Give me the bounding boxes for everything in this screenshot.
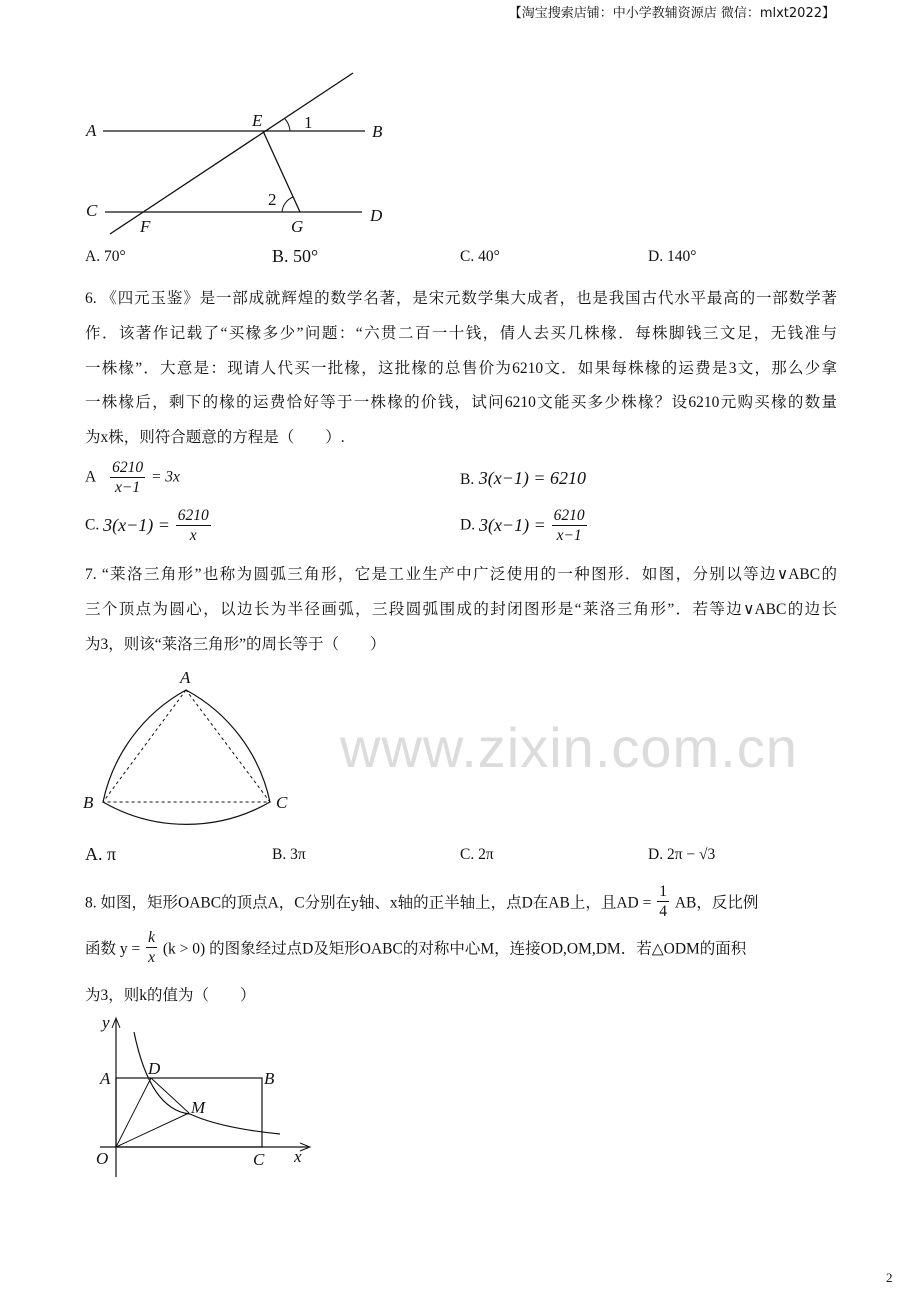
q6-text: 一株椽后，剩下的椽的运费恰好等于一株椽的价钱，试问6210文能买多少株椽？设6210元购买椽的数量: [85, 394, 837, 411]
q6-text: 为x株，则符合题意的方程是（ ）.: [85, 429, 345, 446]
q7-option-d[interactable]: D. 2π − √3: [648, 846, 716, 863]
label-y: y: [102, 1013, 110, 1032]
angle-1: 1: [304, 113, 313, 132]
q5-option-a[interactable]: A. 70°: [85, 248, 126, 265]
label-E: E: [252, 111, 263, 130]
label-F: F: [140, 217, 151, 236]
label-B: B: [264, 1069, 275, 1088]
coordinate-figure: [80, 1010, 330, 1190]
label-M: M: [191, 1098, 206, 1117]
label-D: D: [370, 206, 383, 225]
q6-option-c[interactable]: [85, 506, 213, 545]
q6-option-d[interactable]: [460, 506, 589, 545]
equation: 3(x−1) = 6210: [478, 468, 586, 488]
q6-text: 作．该著作记载了“买椽多少”问题：“六贯二百一十钱，倩人去买几株椽．每株脚钱三文足，无钱准与: [85, 325, 837, 342]
q5-option-b[interactable]: B. 50°: [272, 246, 319, 266]
label-G: G: [291, 217, 304, 236]
reuleaux-triangle-figure: [80, 665, 300, 825]
q5-option-d[interactable]: D. 140°: [648, 248, 697, 265]
q6-option-a[interactable]: [85, 458, 180, 497]
watermark: www.zixin.com.cn: [340, 716, 798, 779]
equation-rhs: = 3x: [150, 468, 180, 486]
q7-text: 三个顶点为圆心，以边长为半径画弧，三段圆弧围成的封闭图形是“莱洛三角形”．若等边∨ABC的边长: [85, 601, 837, 618]
fraction: $\frac{6210}{x-1}$: [112, 459, 144, 496]
q7-option-b[interactable]: B. 3π: [272, 846, 306, 863]
fraction: $\frac{6210}{x}$: [177, 507, 209, 544]
q8-text: 函数 y = $\frac{k}{x}$ (k > 0) 的图象经过点D及矩形OABC的对称中心M，连接OD,OM,DM．若△ODM的面积: [85, 929, 747, 966]
label-A: A: [100, 1069, 111, 1088]
option-label: C.: [85, 516, 100, 534]
q6-text: 一株椽”．大意是：现请人代买一批椽，这批椽的总售价为6210文．如果每株椽的运费是3文，那么少拿: [85, 360, 837, 377]
label-x: x: [294, 1147, 302, 1166]
label-A: A: [180, 668, 191, 687]
q7-option-a[interactable]: A. π: [85, 844, 117, 864]
page-header: 【淘宝搜索店铺：中小学教辅资源店 微信：mlxt2022】: [508, 6, 835, 21]
q7-text: 为3，则该“莱洛三角形”的周长等于（ ）: [85, 636, 386, 653]
label-B: B: [372, 122, 383, 141]
label-D: D: [148, 1059, 161, 1078]
q5-option-c[interactable]: C. 40°: [460, 248, 500, 265]
label-C: C: [86, 201, 98, 220]
parallel-lines-figure: [80, 60, 400, 250]
label-C: C: [253, 1150, 265, 1169]
label-C: C: [276, 793, 288, 812]
option-label: A: [85, 468, 97, 486]
fraction: $\frac{6210}{x-1}$: [553, 507, 585, 544]
q7-option-c[interactable]: C. 2π: [460, 846, 494, 863]
q7-text: 7. “莱洛三角形”也称为圆弧三角形，它是工业生产中广泛使用的一种图形．如图，分别以等边∨ABC的: [85, 566, 837, 583]
option-label: B.: [460, 471, 475, 488]
label-A: A: [86, 121, 97, 140]
label-B: B: [83, 793, 94, 812]
equation-lhs: 3(x−1) =: [478, 515, 546, 535]
angle-2: 2: [268, 190, 277, 209]
equation-lhs: 3(x−1) =: [103, 515, 170, 535]
q6-text: 6. 《四元玉鉴》是一部成就辉煌的数学名著，是宋元数学集大成者，也是我国古代水平最高的一部数学著: [85, 290, 837, 307]
q8-text: 8. 如图，矩形OABC的顶点A，C分别在y轴、x轴的正半轴上，点D在AB上，且AD = $\frac{1}{4}$ AB，反比例: [85, 883, 759, 920]
label-O: O: [96, 1149, 109, 1168]
q6-option-b[interactable]: [460, 468, 586, 489]
q8-text: 为3，则k的值为（ ）: [85, 987, 256, 1004]
page-number: 2: [886, 1270, 893, 1285]
option-label: D.: [460, 516, 476, 534]
fraction: $\frac{k}{x}$: [148, 929, 156, 966]
fraction: $\frac{1}{4}$: [659, 883, 667, 920]
